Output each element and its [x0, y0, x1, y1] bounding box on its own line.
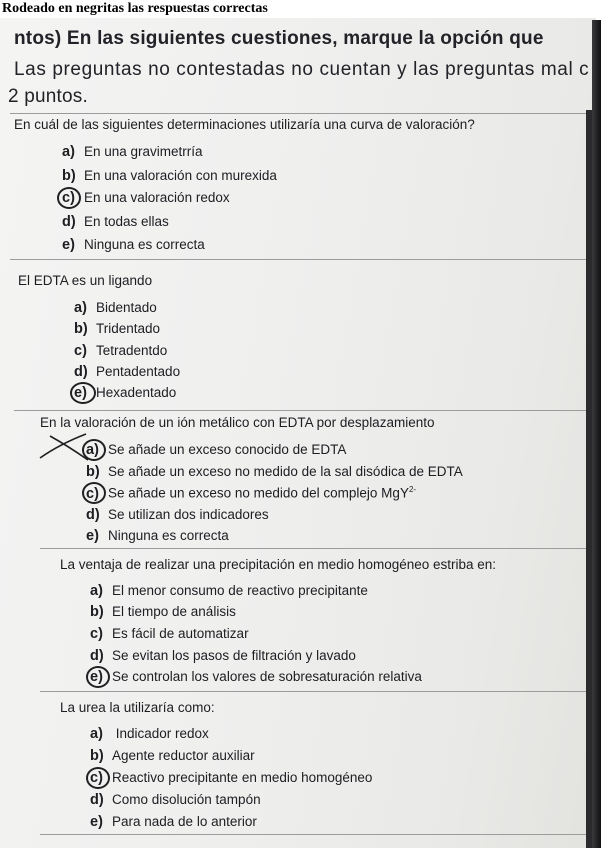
q3-option-b: [86, 464, 463, 480]
option-text: En todas ellas: [84, 214, 169, 229]
q5-option-c: [90, 770, 372, 786]
option-letter: c): [62, 190, 75, 206]
q3-option-a: [86, 442, 346, 458]
question-1-text: En cuál de las siguientes determinaciones utilizaría una curva de valoración?: [14, 117, 475, 132]
option-text: Se añade un exceso no medido de la sal disódica de EDTA: [108, 464, 463, 479]
option-text: Ninguna es correcta: [84, 237, 205, 252]
option-letter: d): [74, 364, 88, 380]
option-text: Para nada de lo anterior: [112, 814, 257, 829]
question-5-text: La urea la utilizaría como:: [60, 700, 215, 715]
divider: [10, 259, 588, 260]
option-letter: a): [74, 300, 87, 316]
q5-option-a: [90, 726, 209, 742]
q4-option-d: [90, 648, 356, 664]
q1-option-e: [62, 237, 205, 253]
option-letter: b): [62, 168, 76, 184]
question-4-text: La ventaja de realizar una precipitación en medio homogéneo estriba en:: [60, 557, 497, 572]
q1-option-a: [62, 144, 203, 160]
superscript-charge: 2-: [408, 485, 417, 494]
option-letter: e): [90, 669, 103, 685]
question-3-text: En la valoración de un ión metálico con EDTA por desplazamiento: [40, 415, 435, 430]
instructions-line-2: Las preguntas no contestadas no cuentan y las preguntas mal c: [14, 59, 590, 80]
q5-option-d: [90, 792, 261, 808]
option-letter: b): [90, 748, 104, 764]
instructions-line-1: ntos) En las siguientes cuestiones, marque la opción que: [14, 28, 544, 49]
divider: [40, 548, 588, 549]
option-text: Bidentado: [96, 300, 157, 315]
option-letter: d): [86, 507, 100, 523]
option-text: Se añade un exceso no medido del complejo MgY: [108, 485, 409, 501]
option-text: Tetradentdo: [96, 343, 168, 358]
option-text: En una valoración con murexida: [84, 168, 277, 183]
option-letter: b): [74, 321, 88, 337]
option-text: Se utilizan dos indicadores: [108, 507, 269, 522]
q1-option-b: [62, 168, 277, 184]
option-letter: b): [90, 604, 104, 620]
option-text: Se controlan los valores de sobresaturación relativa: [112, 669, 422, 684]
option-letter: c): [90, 770, 103, 786]
q4-option-e: [90, 669, 422, 685]
option-letter: e): [62, 237, 75, 253]
divider: [10, 113, 588, 114]
option-text: Indicador redox: [112, 726, 209, 741]
option-text: Hexadentado: [96, 385, 177, 400]
option-text: Reactivo precipitante en medio homogéneo: [112, 770, 373, 785]
option-text: Es fácil de automatizar: [112, 626, 249, 641]
image-caption: Rodeado en negritas las respuestas correctas: [0, 0, 601, 18]
option-letter: d): [90, 648, 104, 664]
option-text: El menor consumo de reactivo precipitante: [112, 583, 368, 598]
option-text: Se evitan los pasos de filtración y lavado: [112, 648, 356, 663]
exam-photo: [0, 18, 596, 848]
q2-option-c: [74, 343, 167, 359]
q2-option-b: [74, 321, 160, 337]
option-letter: c): [74, 343, 87, 359]
q4-option-c: [90, 626, 249, 642]
option-letter: d): [62, 214, 76, 230]
option-letter: a): [90, 726, 103, 742]
q2-option-d: [74, 364, 180, 380]
instructions-line-3: 2 puntos.: [8, 86, 88, 107]
q5-option-e: [90, 814, 257, 830]
q2-option-a: [74, 300, 157, 316]
option-text: Se añade un exceso conocido de EDTA: [108, 442, 347, 457]
option-letter: d): [90, 792, 104, 808]
option-letter: c): [86, 485, 99, 502]
option-letter: e): [90, 814, 103, 830]
q2-option-e: [74, 385, 176, 401]
photo-edge-dark: [592, 20, 601, 848]
option-letter: b): [86, 464, 100, 480]
q4-option-b: [90, 604, 236, 620]
option-text: Ninguna es correcta: [108, 528, 229, 543]
divider: [40, 691, 588, 692]
question-2-text: El EDTA es un ligando: [18, 273, 153, 288]
option-text: Como disolución tampón: [112, 792, 261, 807]
option-text: Tridentado: [96, 321, 161, 336]
option-text: En una valoración redox: [84, 190, 230, 205]
q4-option-a: [90, 583, 368, 599]
option-letter: c): [90, 626, 103, 642]
option-text: Agente reductor auxiliar: [112, 748, 255, 763]
divider: [14, 410, 588, 411]
option-text: Pentadentado: [96, 364, 181, 379]
option-text: El tiempo de análisis: [112, 604, 236, 619]
option-letter: e): [74, 385, 87, 401]
option-text: En una gravimetrría: [84, 144, 203, 159]
q3-option-c: [86, 485, 416, 502]
option-letter: a): [86, 442, 99, 458]
q3-option-d: [86, 507, 269, 523]
q1-option-d: [62, 214, 169, 230]
q1-option-c: [62, 190, 230, 206]
option-letter: e): [86, 528, 99, 544]
q3-option-e: [86, 528, 229, 544]
divider: [40, 834, 588, 835]
q5-option-b: [90, 748, 255, 764]
option-letter: a): [62, 144, 75, 160]
option-letter: a): [90, 583, 103, 599]
